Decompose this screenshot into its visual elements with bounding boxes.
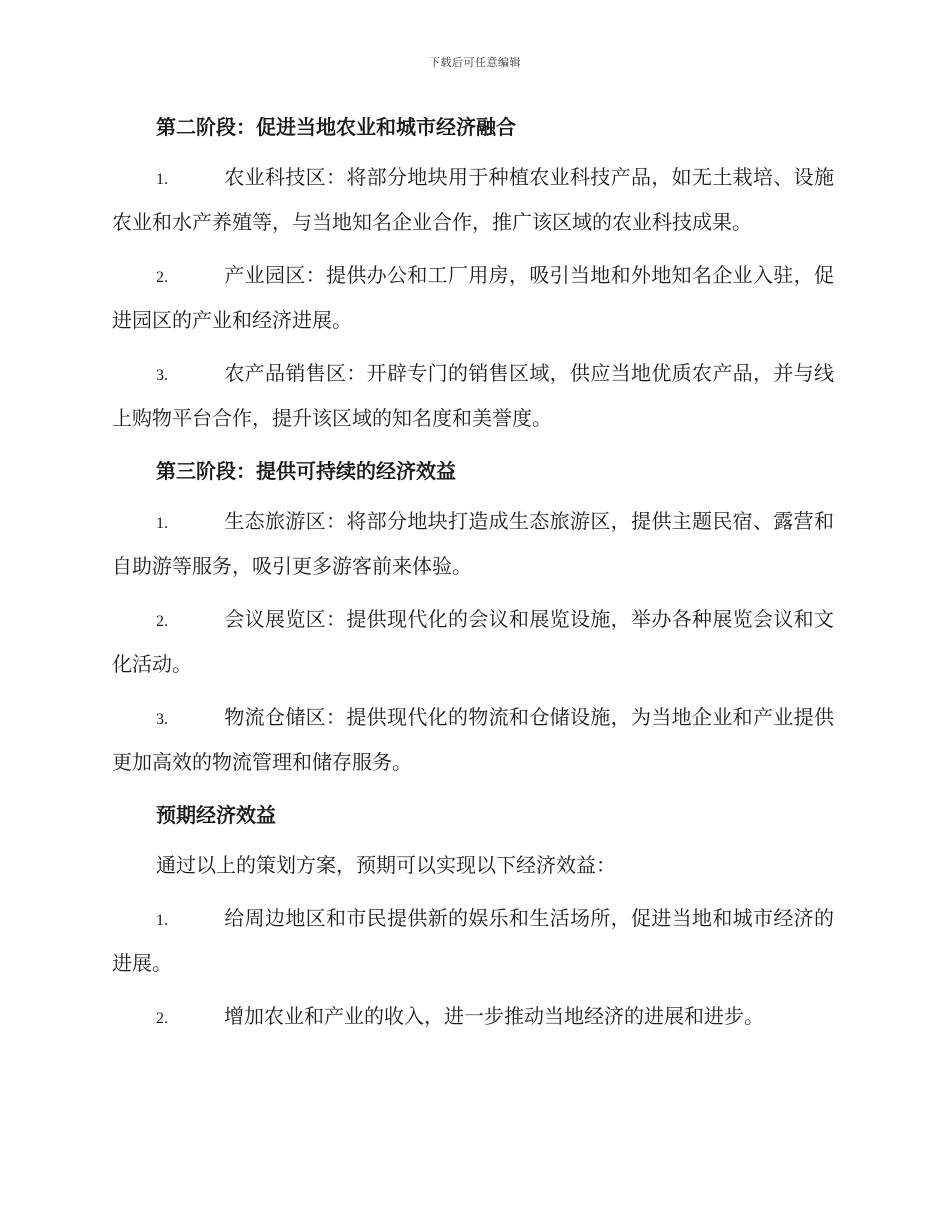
list-item (112, 156, 834, 243)
list-item-number: 2. (156, 269, 168, 286)
list-item-text: 增加农业和产业的收入，进一步推动当地经济的进展和进步。 (224, 1004, 764, 1028)
list-item-number: 2. (156, 1010, 168, 1027)
list-item (112, 897, 834, 984)
list-item (112, 995, 834, 1040)
list-item-text: 给周边地区和市民提供新的娱乐和生活场所，促进当地和城市经济的进展。 (112, 906, 834, 975)
document-body (112, 106, 834, 1051)
section-heading-expected-benefits: 预期经济效益 (156, 803, 276, 827)
list-item-text: 生态旅游区：将部分地块打造成生态旅游区，提供主题民宿、露营和自助游等服务，吸引更多游客前来体验。 (112, 509, 834, 578)
page-header-note: 下载后可任意编辑 (429, 56, 521, 69)
list-item-number: 1. (156, 515, 168, 532)
list-item-text: 产业园区：提供办公和工厂用房，吸引当地和外地知名企业入驻，促进园区的产业和经济进展。 (112, 263, 834, 332)
list-item (112, 696, 834, 783)
section-heading-phase-2: 第二阶段：促进当地农业和城市经济融合 (156, 115, 516, 139)
list-item (112, 598, 834, 685)
section-heading-phase-3: 第三阶段：提供可持续的经济效益 (156, 459, 456, 483)
list-item-number: 3. (156, 367, 168, 384)
list-item-text: 会议展览区：提供现代化的会议和展览设施，举办各种展览会议和文化活动。 (112, 607, 834, 676)
list-item-number: 2. (156, 613, 168, 630)
list-item-text: 农产品销售区：开辟专门的销售区域，供应当地优质农产品，并与线上购物平台合作，提升该区域的知名度和美誉度。 (112, 361, 834, 430)
list-item-text: 物流仓储区：提供现代化的物流和仓储设施，为当地企业和产业提供更加高效的物流管理和储存服务。 (112, 705, 834, 774)
list-item (112, 254, 834, 341)
list-item-number: 1. (156, 171, 168, 188)
list-item-number: 3. (156, 711, 168, 728)
intro-paragraph: 通过以上的策划方案，预期可以实现以下经济效益： (156, 853, 616, 877)
list-item (112, 500, 834, 587)
list-item-number: 1. (156, 912, 168, 929)
list-item (112, 352, 834, 439)
list-item-text: 农业科技区：将部分地块用于种植农业科技产品，如无土栽培、设施农业和水产养殖等，与当地知名企业合作，推广该区域的农业科技成果。 (112, 165, 834, 234)
